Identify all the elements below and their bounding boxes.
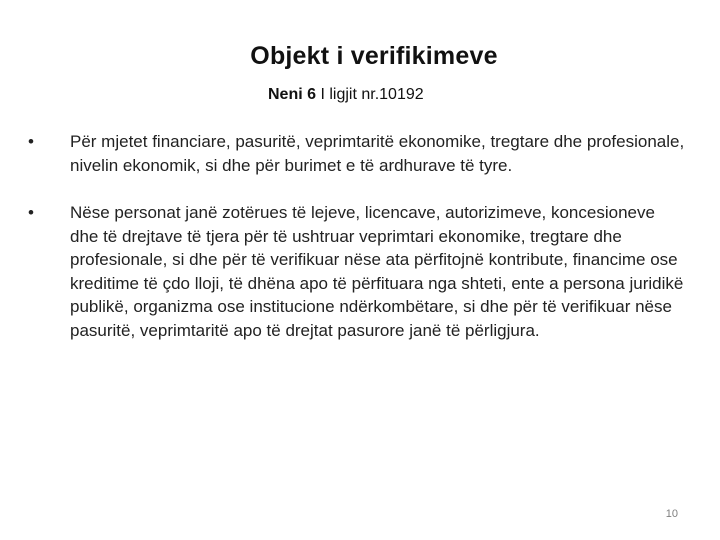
bullet-list	[28, 130, 688, 342]
bullet-text: Për mjetet financiare, pasuritë, veprimtaritë ekonomike, tregtare dhe profesionale, nivelin ekonomik, si dhe për burimet e të ardhurave të tyre.	[70, 132, 685, 175]
subtitle-law: I ligjit nr.10192	[320, 86, 424, 103]
slide-title: Objekt i verifikimeve	[250, 42, 498, 70]
bullet-marker: •	[28, 203, 34, 222]
bullet-item	[28, 130, 688, 177]
page-number: 10	[665, 508, 678, 520]
bullet-marker: •	[28, 132, 34, 151]
bullet-item	[28, 201, 688, 342]
subtitle-article: Neni 6	[268, 86, 317, 103]
bullet-text: Nëse personat janë zotërues të lejeve, licencave, autorizimeve, koncesioneve dhe të drejtave të tjera për të ushtruar veprimtari ekonomike, tregtare dhe profesionale, si dhe për të verifikuar nëse ata përfitojnë kontribute, financime ose kreditime të çdo lloji, të dhëna apo të përfituara nga shteti, ente a persona juridikë publikë, organizma ose institucione ndërkombëtare, si dhe për të verifikuar nëse pasuritë, veprimtaritë apo të drejtat pasurore janë të përligjura.	[70, 203, 684, 340]
slide-subtitle	[268, 86, 424, 104]
